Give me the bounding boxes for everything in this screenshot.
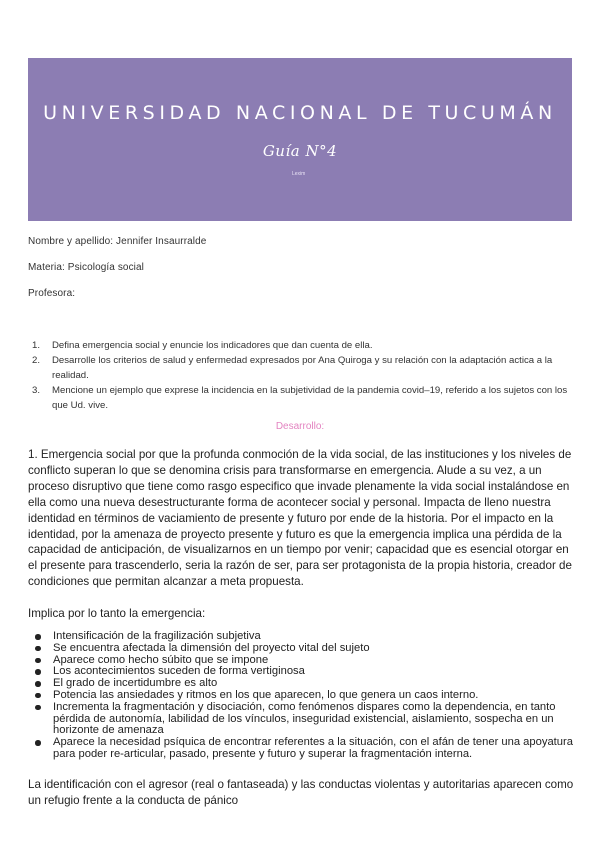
banner-small-text: Lexim bbox=[292, 171, 306, 177]
question-item bbox=[32, 353, 572, 383]
question-text: Mencione un ejemplo que exprese la incidencia en la subjetividad de la pandemia covid–19, referido a los sujetos con los que Ud. vive. bbox=[52, 385, 568, 411]
student-name-line: Nombre y apellido: Jennifer Insaurralde bbox=[28, 236, 207, 247]
question-number: 3. bbox=[32, 385, 41, 396]
list-item bbox=[28, 737, 574, 761]
question-list bbox=[32, 338, 572, 413]
body-paragraph-1: 1. Emergencia social por que la profunda conmoción de la vida social, de las instituciones y los niveles de conflicto superan lo que se denomina crisis para transformarse en emergencia. Alude a su vez, a un proceso disruptivo que tiene como rasgo especifico que invade plenamente la vida social instalándose en ella como una nueva desestructurante forma de acontecer social y personal. Impacta de lleno nuestra identidad en términos de vaciamiento de presente y futuro por ende de la historia. Por el impacto en la identidad, por la amenaza de proyecto presente y futuro es que la emergencia implica una pérdida de la capacidad de anticipación, de visualizarnos en un tiempo por venir; capacidad que es esencial otorgar en el presente para trascenderlo, seria la razón de ser, para ser protagonista de la propia historia, creador de condiciones que permitan alcanzar a meta propuesta. bbox=[28, 448, 572, 589]
header-banner bbox=[28, 58, 572, 221]
list-item-text: Los acontecimientos suceden de forma vertiginosa bbox=[53, 665, 305, 678]
question-item bbox=[32, 383, 572, 413]
list-item-text: El grado de incertidumbre es alto bbox=[53, 677, 218, 690]
bullet-dot-icon bbox=[35, 646, 41, 652]
professor-line: Profesora: bbox=[28, 288, 76, 299]
development-heading: Desarrollo: bbox=[275, 421, 325, 432]
body-paragraph-2: Implica por lo tanto la emergencia: bbox=[28, 607, 206, 620]
question-number: 2. bbox=[32, 355, 41, 366]
bullet-dot-icon bbox=[35, 658, 41, 664]
body-paragraph-3: La identificación con el agresor (real o fantaseada) y las conductas violentas y autoritarias aparecen como un refugio frente a la conducta de pánico bbox=[28, 778, 574, 807]
list-item-text: Aparece la necesidad psíquica de encontrar referentes a la situación, con el afán de tener una apoyatura para poder re-articular, pasado, presente y futuro y superar la fragmentación interna. bbox=[53, 736, 573, 760]
question-text: Defina emergencia social y enuncie los indicadores que dan cuenta de ella. bbox=[52, 340, 373, 351]
guide-subtitle: Guía N°4 bbox=[262, 142, 338, 160]
question-item bbox=[32, 338, 572, 353]
bullet-dot-icon bbox=[35, 693, 41, 699]
list-item-text: Aparece como hecho súbito que se impone bbox=[53, 653, 269, 666]
bullet-dot-icon bbox=[35, 634, 41, 640]
bullet-dot-icon bbox=[35, 669, 41, 675]
list-item-text: Incrementa la fragmentación y disociación, como fenómenos dispares como la dependencia, en tanto pérdida de autonomía, labilidad de los vínculos, inseguridad existencial, aislamiento, sospecha en un horizonte de amenaza bbox=[53, 700, 556, 737]
list-item-text: Intensificación de la fragilización subjetiva bbox=[53, 630, 261, 642]
subject-line: Materia: Psicología social bbox=[28, 262, 144, 273]
bullet-dot-icon bbox=[35, 681, 41, 687]
bullet-dot-icon bbox=[35, 740, 41, 746]
bullet-dot-icon bbox=[35, 705, 41, 711]
question-number: 1. bbox=[32, 340, 41, 351]
university-title: UNIVERSIDAD NACIONAL DE TUCUMÁN bbox=[43, 102, 557, 124]
emergency-bullet-list bbox=[28, 631, 574, 761]
list-item-text: Potencia las ansiedades y ritmos en los que aparecen, lo que genera un caos interno. bbox=[53, 688, 479, 701]
list-item-text: Se encuentra afectada la dimensión del proyecto vital del sujeto bbox=[53, 641, 370, 654]
list-item bbox=[28, 702, 574, 737]
question-text: Desarrolle los criterios de salud y enfermedad expresados por Ana Quiroga y su relación con la adaptación actica a la realidad. bbox=[52, 355, 553, 381]
